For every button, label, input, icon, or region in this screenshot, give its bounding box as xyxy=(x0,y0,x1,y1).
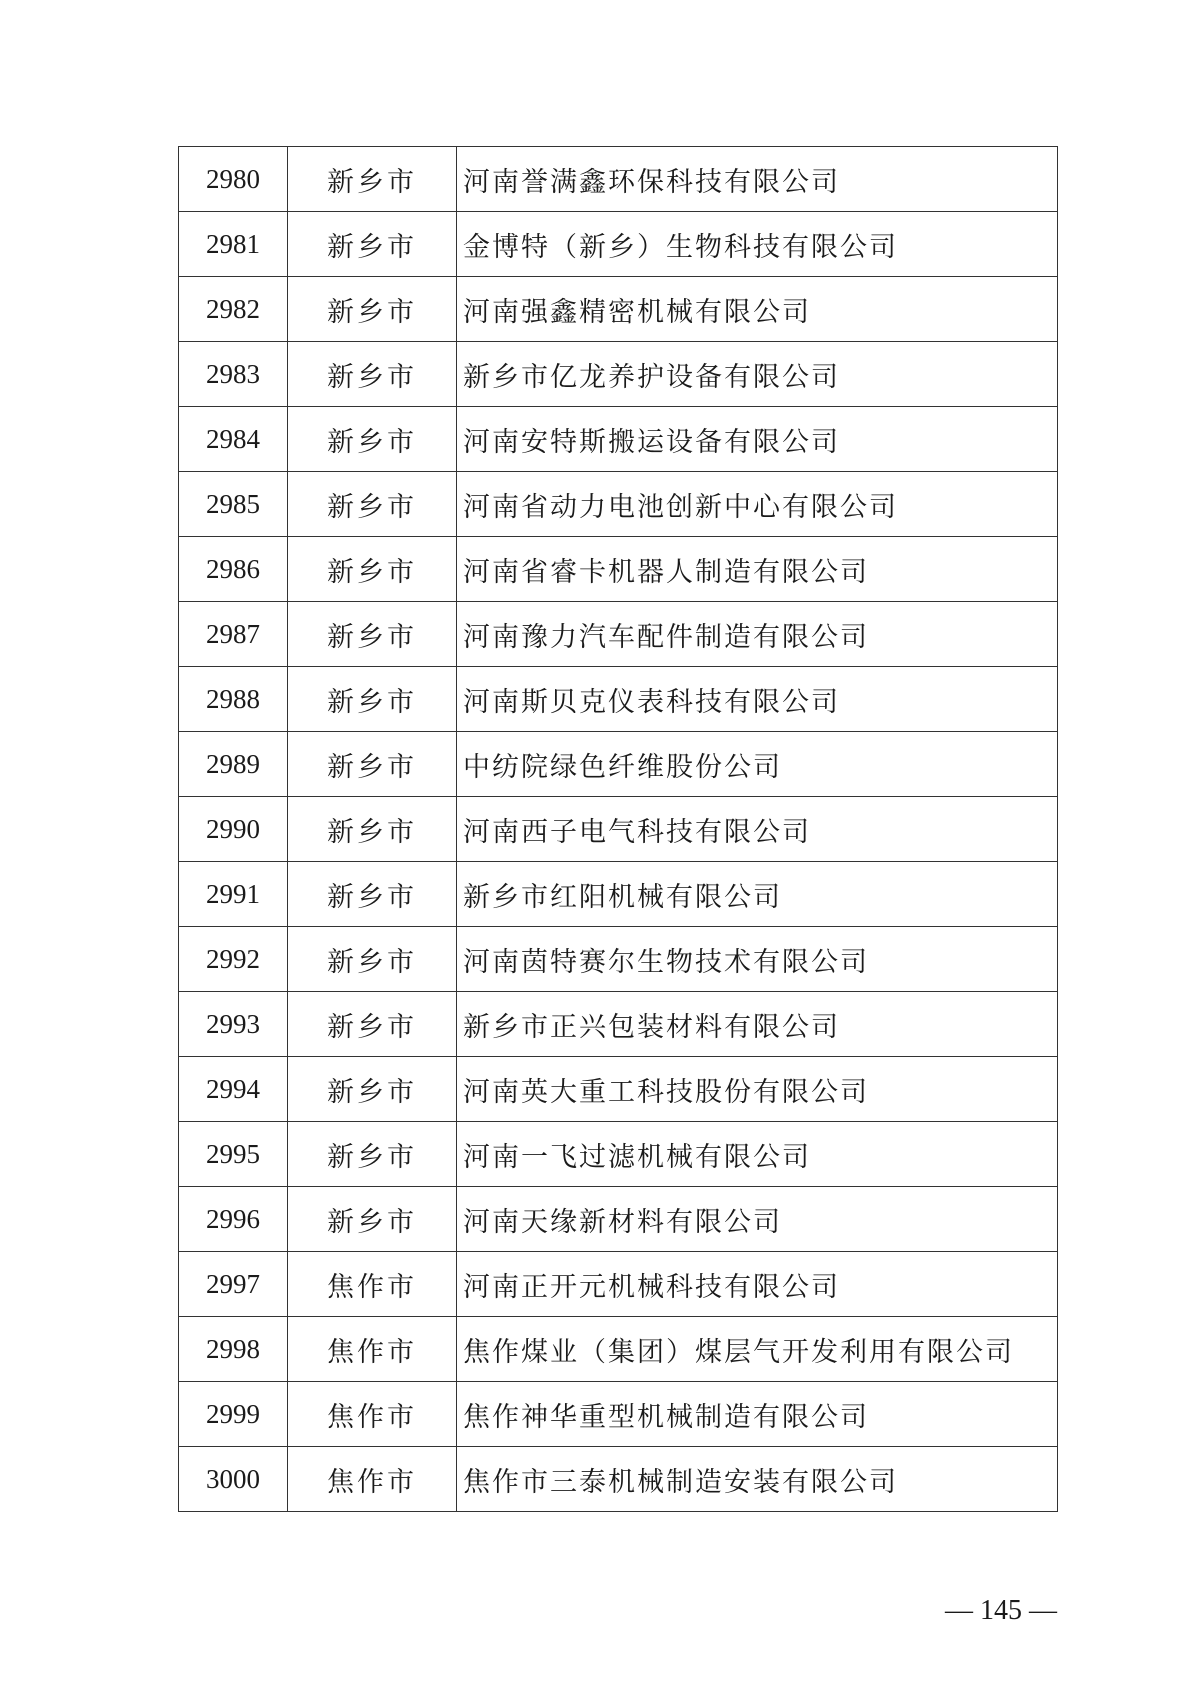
city-cell: 新乡市 xyxy=(288,537,457,602)
company-name-cell: 河南豫力汽车配件制造有限公司 xyxy=(457,602,1058,667)
company-name-cell: 金博特（新乡）生物科技有限公司 xyxy=(457,212,1058,277)
city-cell: 新乡市 xyxy=(288,1122,457,1187)
table-row xyxy=(179,797,1058,862)
row-number-cell: 2981 xyxy=(179,212,288,277)
row-number-cell: 2983 xyxy=(179,342,288,407)
table-row xyxy=(179,1382,1058,1447)
city-cell: 新乡市 xyxy=(288,992,457,1057)
company-name-cell: 河南正开元机械科技有限公司 xyxy=(457,1252,1058,1317)
row-number-cell: 2996 xyxy=(179,1187,288,1252)
table-row xyxy=(179,1252,1058,1317)
company-name-cell: 新乡市红阳机械有限公司 xyxy=(457,862,1058,927)
city-cell: 新乡市 xyxy=(288,602,457,667)
city-cell: 新乡市 xyxy=(288,472,457,537)
company-name-cell: 河南英大重工科技股份有限公司 xyxy=(457,1057,1058,1122)
company-name-cell: 焦作市三泰机械制造安装有限公司 xyxy=(457,1447,1058,1512)
row-number-cell: 2990 xyxy=(179,797,288,862)
table-row xyxy=(179,927,1058,992)
table-row xyxy=(179,537,1058,602)
company-name-cell: 河南茵特赛尔生物技术有限公司 xyxy=(457,927,1058,992)
table-row xyxy=(179,1317,1058,1382)
city-cell: 新乡市 xyxy=(288,1187,457,1252)
row-number-cell: 2986 xyxy=(179,537,288,602)
table-row xyxy=(179,602,1058,667)
table-row xyxy=(179,212,1058,277)
row-number-cell: 2999 xyxy=(179,1382,288,1447)
city-cell: 新乡市 xyxy=(288,862,457,927)
table-body xyxy=(179,147,1058,1512)
table-row xyxy=(179,862,1058,927)
row-number-cell: 2993 xyxy=(179,992,288,1057)
row-number-cell: 2997 xyxy=(179,1252,288,1317)
row-number-cell: 2980 xyxy=(179,147,288,212)
row-number-cell: 2987 xyxy=(179,602,288,667)
row-number-cell: 2991 xyxy=(179,862,288,927)
city-cell: 新乡市 xyxy=(288,147,457,212)
city-cell: 新乡市 xyxy=(288,797,457,862)
table-row xyxy=(179,732,1058,797)
company-name-cell: 河南省睿卡机器人制造有限公司 xyxy=(457,537,1058,602)
row-number-cell: 2984 xyxy=(179,407,288,472)
city-cell: 新乡市 xyxy=(288,342,457,407)
row-number-cell: 2988 xyxy=(179,667,288,732)
table-row xyxy=(179,1122,1058,1187)
company-name-cell: 河南誉满鑫环保科技有限公司 xyxy=(457,147,1058,212)
row-number-cell: 2985 xyxy=(179,472,288,537)
table-row xyxy=(179,407,1058,472)
company-name-cell: 河南安特斯搬运设备有限公司 xyxy=(457,407,1058,472)
city-cell: 焦作市 xyxy=(288,1252,457,1317)
city-cell: 新乡市 xyxy=(288,732,457,797)
city-cell: 新乡市 xyxy=(288,407,457,472)
company-list-table xyxy=(178,146,1058,1512)
row-number-cell: 2992 xyxy=(179,927,288,992)
table-row xyxy=(179,472,1058,537)
table-row xyxy=(179,342,1058,407)
company-name-cell: 新乡市正兴包装材料有限公司 xyxy=(457,992,1058,1057)
city-cell: 新乡市 xyxy=(288,277,457,342)
city-cell: 新乡市 xyxy=(288,927,457,992)
row-number-cell: 2998 xyxy=(179,1317,288,1382)
table-row xyxy=(179,992,1058,1057)
table-row xyxy=(179,1447,1058,1512)
city-cell: 新乡市 xyxy=(288,212,457,277)
company-name-cell: 河南西子电气科技有限公司 xyxy=(457,797,1058,862)
company-name-cell: 河南斯贝克仪表科技有限公司 xyxy=(457,667,1058,732)
row-number-cell: 2995 xyxy=(179,1122,288,1187)
company-name-cell: 河南省动力电池创新中心有限公司 xyxy=(457,472,1058,537)
city-cell: 焦作市 xyxy=(288,1382,457,1447)
company-name-cell: 中纺院绿色纤维股份公司 xyxy=(457,732,1058,797)
row-number-cell: 3000 xyxy=(179,1447,288,1512)
table-row xyxy=(179,1057,1058,1122)
company-name-cell: 焦作神华重型机械制造有限公司 xyxy=(457,1382,1058,1447)
city-cell: 焦作市 xyxy=(288,1317,457,1382)
row-number-cell: 2994 xyxy=(179,1057,288,1122)
company-name-cell: 焦作煤业（集团）煤层气开发利用有限公司 xyxy=(457,1317,1058,1382)
city-cell: 新乡市 xyxy=(288,667,457,732)
table-row xyxy=(179,1187,1058,1252)
table-row xyxy=(179,147,1058,212)
company-name-cell: 河南天缘新材料有限公司 xyxy=(457,1187,1058,1252)
company-name-cell: 河南强鑫精密机械有限公司 xyxy=(457,277,1058,342)
company-name-cell: 新乡市亿龙养护设备有限公司 xyxy=(457,342,1058,407)
table-row xyxy=(179,667,1058,732)
city-cell: 焦作市 xyxy=(288,1447,457,1512)
row-number-cell: 2989 xyxy=(179,732,288,797)
company-name-cell: 河南一飞过滤机械有限公司 xyxy=(457,1122,1058,1187)
page-number: — 145 — xyxy=(945,1595,1057,1626)
row-number-cell: 2982 xyxy=(179,277,288,342)
city-cell: 新乡市 xyxy=(288,1057,457,1122)
table-row xyxy=(179,277,1058,342)
